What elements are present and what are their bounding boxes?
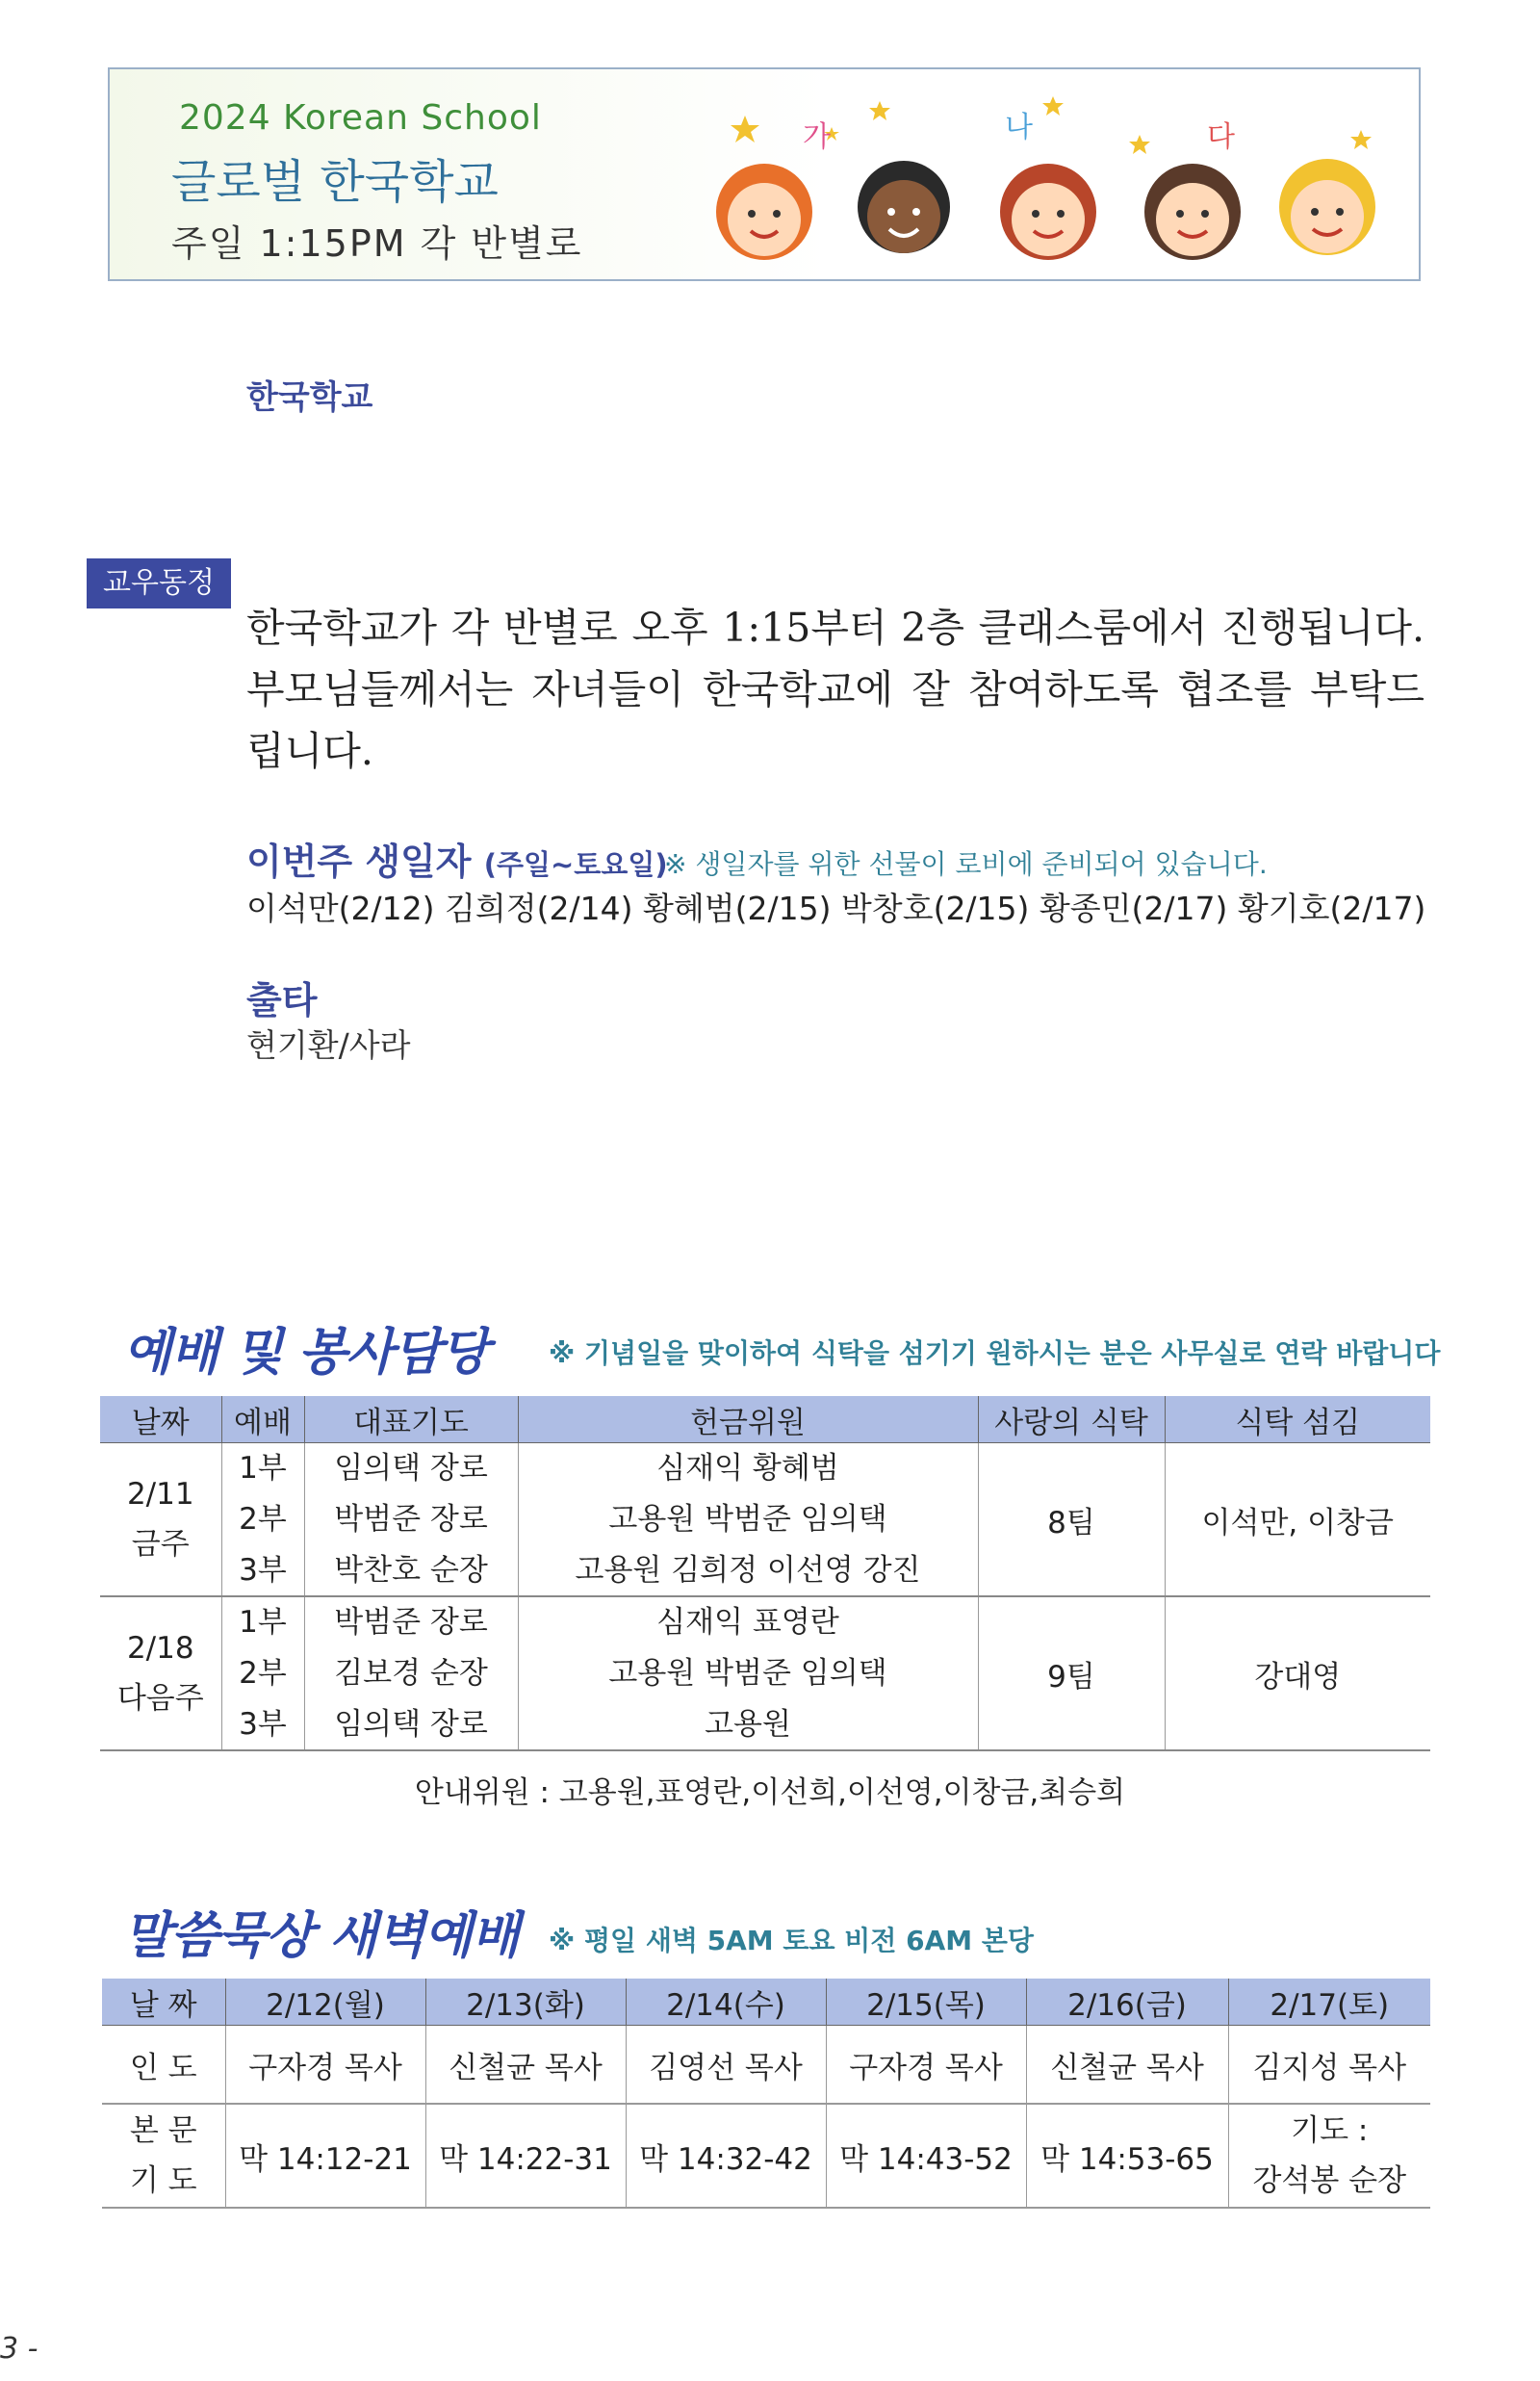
table-header-row bbox=[100, 1396, 1430, 1443]
leader-cell: 신철균 목사 bbox=[425, 2026, 626, 2105]
banner-title-en: 2024 Korean School bbox=[179, 98, 542, 138]
letter-ga: 가 bbox=[803, 120, 831, 154]
col-service: 예배 bbox=[221, 1396, 304, 1443]
banner bbox=[108, 67, 1421, 281]
letter-da: 다 bbox=[1207, 120, 1235, 154]
text-cell: 막 14:22-31 bbox=[425, 2104, 626, 2208]
worship-table bbox=[100, 1396, 1430, 1751]
col-meal: 사랑의 식탁 bbox=[978, 1396, 1165, 1443]
text-cell: 막 14:53-65 bbox=[1026, 2104, 1228, 2208]
prayer-cell: 박범준 장로 김보경 순장 임의택 장로 bbox=[304, 1596, 518, 1750]
kid-3 bbox=[1000, 164, 1096, 260]
col-date: 날짜 bbox=[100, 1396, 221, 1443]
announcement-paragraph: 한국학교가 각 반별로 오후 1:15부터 2층 클래스룸에서 진행됩니다. 부모님들께서는 자녀들이 한국학교에 잘 참여하도록 협조를 부탁드립니다. bbox=[246, 605, 1424, 774]
dawn-table bbox=[102, 1979, 1430, 2209]
date-cell: 2/18 다음주 bbox=[100, 1596, 221, 1750]
banner-time: 주일 1:15PM 각 반별로 bbox=[171, 222, 583, 265]
table-row bbox=[102, 2104, 1430, 2208]
col-date-label: 날 짜 bbox=[102, 1979, 225, 2026]
service-cell: 1부 2부 3부 bbox=[221, 1596, 304, 1750]
offering-cell: 심재익 황혜범 고용원 박범준 임의택 고용원 김희정 이선영 강진 bbox=[518, 1443, 978, 1597]
meal-cell: 8팀 bbox=[978, 1443, 1165, 1597]
section-badge: 교우동정 bbox=[87, 558, 231, 608]
chuta-name: 현기환/사라 bbox=[246, 1026, 411, 1064]
dawn-title: 말씀묵상 새벽예배 bbox=[123, 1907, 519, 1965]
table-row bbox=[100, 1596, 1430, 1750]
birthday-subtitle: (주일~토요일) bbox=[483, 848, 668, 881]
star-icon bbox=[1350, 130, 1372, 149]
sat-prayer-cell: 기도 : 강석봉 순장 bbox=[1228, 2104, 1430, 2208]
kids-illustration bbox=[687, 77, 1399, 275]
serve-cell: 이석만, 이창금 bbox=[1165, 1443, 1430, 1597]
table-row bbox=[102, 2026, 1430, 2105]
col-offering: 헌금위원 bbox=[518, 1396, 978, 1443]
school-heading: 한국학교 bbox=[246, 378, 373, 417]
kid-2 bbox=[858, 161, 950, 253]
table-row bbox=[100, 1443, 1430, 1597]
meal-cell: 9팀 bbox=[978, 1596, 1165, 1750]
page-number: 3 - bbox=[0, 2332, 38, 2366]
letter-na: 나 bbox=[1005, 111, 1033, 144]
birthday-title bbox=[246, 832, 668, 885]
kid-1 bbox=[716, 164, 812, 260]
col-day-5: 2/16(금) bbox=[1026, 1979, 1228, 2026]
leader-cell: 김지성 목사 bbox=[1228, 2026, 1430, 2105]
text-label: 본 문 기 도 bbox=[102, 2104, 225, 2208]
birthday-list: 이석만(2/12) 김희정(2/14) 황혜범(2/15) 박창호(2/15) 황종민(2/17) 황기호(2/17) bbox=[246, 890, 1426, 927]
col-day-4: 2/15(목) bbox=[826, 1979, 1026, 2026]
worship-title: 예배 및 봉사담당 bbox=[123, 1324, 488, 1382]
birthday-title-main: 이번주 생일자 bbox=[246, 841, 472, 883]
leader-cell: 신철균 목사 bbox=[1026, 2026, 1228, 2105]
kid-5 bbox=[1279, 159, 1375, 255]
birthday-note: ※ 생일자를 위한 선물이 로비에 준비되어 있습니다. bbox=[664, 848, 1268, 880]
leader-cell: 구자경 목사 bbox=[826, 2026, 1026, 2105]
service-cell: 1부 2부 3부 bbox=[221, 1443, 304, 1597]
serve-cell: 강대영 bbox=[1165, 1596, 1430, 1750]
date-cell: 2/11 금주 bbox=[100, 1443, 221, 1597]
star-icon bbox=[1129, 135, 1150, 154]
star-icon bbox=[1042, 96, 1064, 116]
banner-title-ko: 글로벌 한국학교 bbox=[171, 155, 499, 209]
star-icon bbox=[869, 101, 890, 120]
kid-4 bbox=[1144, 164, 1241, 260]
prayer-cell: 임의택 장로 박범준 장로 박찬호 순장 bbox=[304, 1443, 518, 1597]
leader-cell: 구자경 목사 bbox=[225, 2026, 425, 2105]
text-cell: 막 14:12-21 bbox=[225, 2104, 425, 2208]
col-day-3: 2/14(수) bbox=[626, 1979, 826, 2026]
col-day-2: 2/13(화) bbox=[425, 1979, 626, 2026]
leader-cell: 김영선 목사 bbox=[626, 2026, 826, 2105]
chuta-title: 출타 bbox=[246, 979, 318, 1022]
col-day-1: 2/12(월) bbox=[225, 1979, 425, 2026]
col-serve: 식탁 섬김 bbox=[1165, 1396, 1430, 1443]
worship-note: ※ 기념일을 맞이하여 식탁을 섬기기 원하시는 분은 사무실로 연락 바랍니다 bbox=[549, 1337, 1441, 1369]
leader-label: 인 도 bbox=[102, 2026, 225, 2105]
col-day-6: 2/17(토) bbox=[1228, 1979, 1430, 2026]
star-icon bbox=[731, 116, 759, 142]
text-cell: 막 14:43-52 bbox=[826, 2104, 1026, 2208]
text-cell: 막 14:32-42 bbox=[626, 2104, 826, 2208]
offering-cell: 심재익 표영란 고용원 박범준 임의택 고용원 bbox=[518, 1596, 978, 1750]
dawn-note: ※ 평일 새벽 5AM 토요 비전 6AM 본당 bbox=[549, 1925, 1034, 1956]
col-prayer: 대표기도 bbox=[304, 1396, 518, 1443]
usher-line: 안내위원 : 고용원,표영란,이선희,이선영,이창금,최승희 bbox=[414, 1775, 1126, 1810]
table-header-row bbox=[102, 1979, 1430, 2026]
